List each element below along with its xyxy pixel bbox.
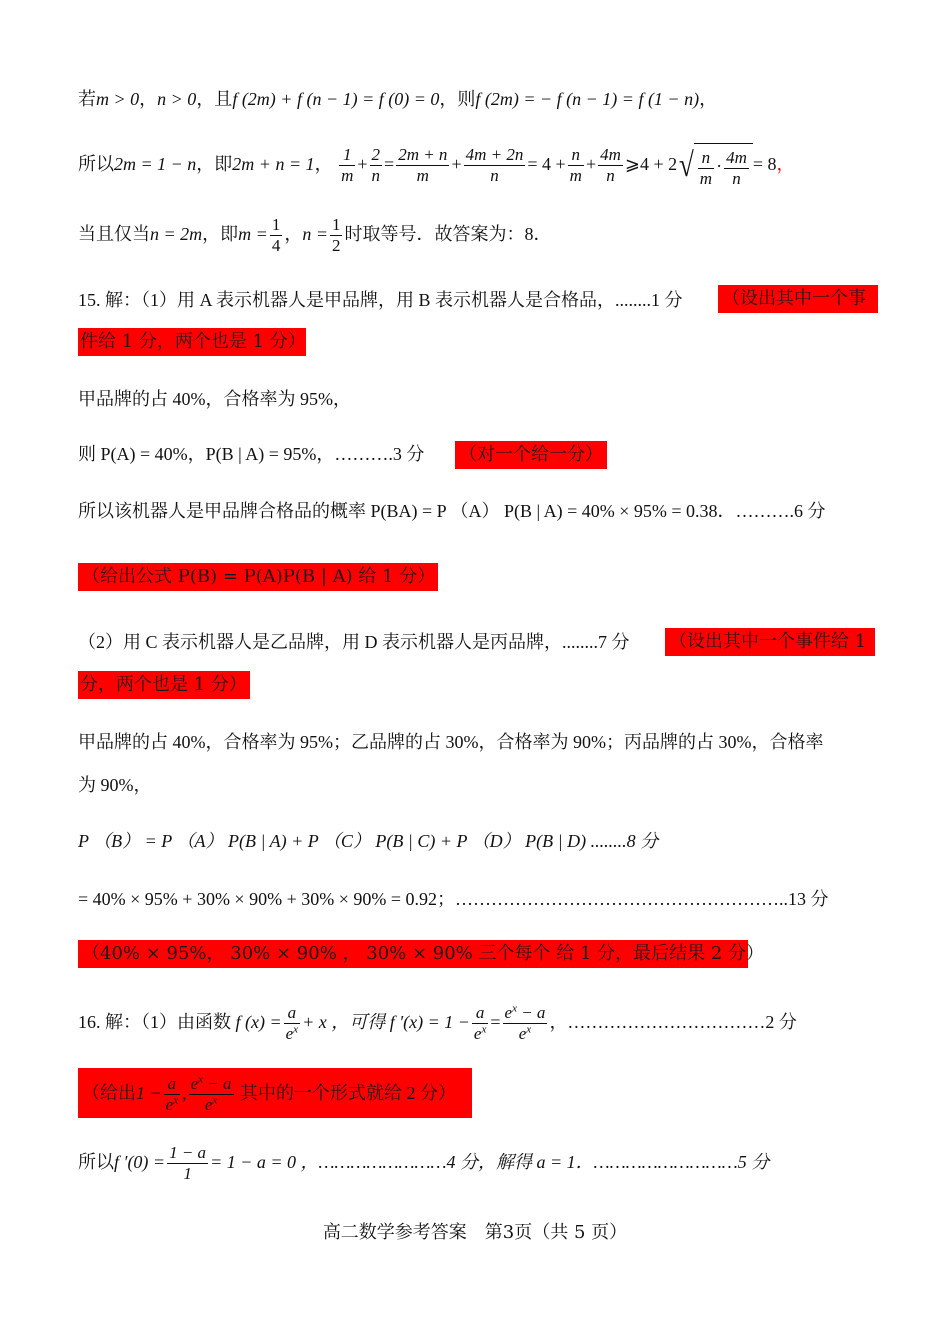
p15-line-8: P （B） = P （A） P(B | A) + P （C） P(B | C) + P （D） P(B | D) ........8 分 — [78, 831, 659, 851]
text: − a — [203, 1074, 232, 1094]
operator: + — [585, 154, 597, 174]
fraction — [503, 1003, 548, 1044]
operator: = — [490, 1012, 501, 1032]
numerator: 4m + 2n — [465, 145, 524, 165]
denominator: n — [371, 166, 381, 186]
numerator: 4m — [600, 145, 621, 165]
denominator: 4 — [271, 236, 281, 256]
math-equation: f ′(x) = 1 − — [389, 1012, 470, 1032]
exponent: x — [512, 1002, 517, 1015]
exponent: x — [173, 1094, 179, 1107]
text: ， — [699, 89, 718, 109]
math-equation: n = 2m — [150, 224, 203, 244]
numerator — [503, 1003, 548, 1023]
exponent: x — [526, 1023, 532, 1036]
sqrt-body — [694, 143, 753, 188]
math-equation: 2m = 1 − n — [114, 154, 197, 174]
exponent: x — [293, 1023, 299, 1036]
denominator — [503, 1023, 548, 1044]
text: 当且仅当 — [78, 224, 150, 244]
p15-line-5: （2）用 C 表示机器人是乙品牌，用 D 表示机器人是丙品牌，........7 分 — [78, 632, 630, 652]
text: ，……………………………2 分 — [549, 1012, 797, 1032]
math-equation: f (2m) = − f (n − 1) = f (1 − n) — [475, 89, 700, 109]
operator: = — [384, 154, 395, 174]
base: e — [518, 1024, 527, 1044]
denominator — [284, 1023, 300, 1044]
math-equation: = 1 − a = 0 ，……………………4 分，解得 a = 1．………………………5 分 — [210, 1152, 770, 1172]
fraction — [370, 145, 383, 186]
numerator: n — [701, 147, 711, 167]
text: − a — [516, 1003, 546, 1023]
base: e — [473, 1024, 482, 1044]
base: e — [504, 1003, 513, 1023]
text: 若 — [78, 89, 96, 109]
text: ，且 — [196, 89, 233, 109]
p15-line-3: 则 P(A) = 40%，P(B | A) = 95%，……….3 分 — [78, 444, 425, 464]
grading-note-highlight: 件给 1 分，两个也是 1 分） — [78, 328, 306, 356]
denominator: n — [598, 165, 623, 186]
solution-line-3 — [78, 212, 551, 256]
grading-note-highlight — [78, 1068, 472, 1118]
p15-line-4: 所以该机器人是甲品牌合格品的概率 P(BA) = P （A） P(B | A) = 40% × 95% = 0.38．……….6 分 — [78, 501, 826, 521]
grading-note-highlight: （给出公式 P(B) = P(A)P(B | A) 给 1 分） — [78, 563, 438, 591]
p15-line-7: 为 90%， — [78, 775, 152, 795]
fraction — [164, 1074, 180, 1115]
denominator: 1 — [167, 1163, 208, 1184]
numerator: a — [287, 1003, 297, 1023]
math-equation: f (x) = — [235, 1012, 282, 1032]
text: ，则 — [439, 89, 476, 109]
text: ，即 — [196, 154, 233, 174]
base: e — [285, 1024, 294, 1044]
fraction — [396, 145, 449, 186]
grading-note-highlight: （40% × 95%， 30% × 90% ， 30% × 90% 三个每个 给 1 分，最后结果 2 分） — [78, 940, 748, 968]
solution-line-2 — [78, 142, 795, 189]
fraction — [464, 145, 526, 186]
fraction — [724, 148, 749, 189]
p15-line-9: = 40% × 95% + 30% × 90% + 30% × 90% = 0.92；………………………………………………..13 分 — [78, 889, 829, 909]
p15-line-1: 15. 解：（1）用 A 表示机器人是甲品牌，用 B 表示机器人是合格品，........1 分 — [78, 290, 683, 310]
grading-note-highlight: （设出其中一个事 — [718, 285, 878, 313]
fraction — [598, 145, 623, 186]
base: e — [165, 1095, 174, 1115]
fraction — [189, 1074, 234, 1115]
grading-note-highlight: （设出其中一个事件给 1 — [665, 628, 875, 656]
denominator: 2 — [331, 236, 341, 256]
math-equation: m = — [238, 224, 268, 244]
text: ， — [314, 154, 333, 174]
text: 16. 解：（1）由函数 — [78, 1012, 231, 1032]
operator: · — [716, 156, 723, 177]
denominator: m — [699, 168, 713, 188]
base: e — [190, 1074, 199, 1094]
exponent: x — [198, 1073, 204, 1086]
p16-line-2 — [78, 1140, 769, 1184]
denominator: m — [396, 165, 449, 186]
text: 时取等号．故答案为：8． — [344, 224, 552, 244]
operator: = 4 + — [527, 154, 566, 174]
math-equation: 1 − — [136, 1083, 162, 1103]
numerator: a — [475, 1003, 485, 1023]
text: 所以 — [78, 1152, 114, 1172]
denominator — [164, 1094, 180, 1115]
denominator — [189, 1094, 234, 1115]
operator: + — [451, 154, 462, 174]
operator: = 8 — [752, 154, 777, 174]
fraction — [698, 148, 714, 189]
numerator: 1 − a — [169, 1143, 207, 1163]
denominator: m — [341, 166, 354, 186]
p16-line-1 — [78, 1000, 797, 1044]
numerator: 1 — [342, 145, 352, 165]
fraction — [472, 1003, 488, 1044]
fraction — [270, 215, 283, 256]
denominator: n — [464, 165, 526, 186]
numerator: n — [571, 145, 581, 165]
fraction — [330, 215, 343, 256]
numerator: a — [167, 1074, 177, 1094]
denominator: n — [724, 168, 749, 189]
denominator — [472, 1023, 488, 1044]
operator: + — [357, 154, 368, 174]
math-equation: 2m + n = 1 — [232, 154, 315, 174]
numerator: 1 — [331, 215, 341, 235]
fraction — [568, 145, 584, 186]
exponent: x — [212, 1094, 218, 1107]
math-equation: n = — [302, 224, 328, 244]
sqrt-radical-icon: √ — [678, 146, 694, 184]
fraction — [167, 1143, 208, 1184]
fraction — [339, 145, 355, 186]
grading-note-highlight: （对一个给一分） — [455, 441, 607, 469]
p15-line-6: 甲品牌的占 40%，合格率为 95%；乙品牌的占 30%，合格率为 90%；丙品牌的占 30%，合格率 — [78, 732, 824, 752]
text: ，即 — [202, 224, 239, 244]
page-footer: 高二数学参考答案 第3页（共 5 页） — [322, 1222, 628, 1243]
math-equation: + x ，可得 — [302, 1012, 386, 1032]
math-equation: f (2m) + f (n − 1) = f (0) = 0 — [232, 89, 440, 109]
solution-line-1 — [78, 86, 717, 112]
numerator — [189, 1074, 234, 1094]
numerator: 1 — [271, 215, 281, 235]
math-equation: f ′(0) = — [114, 1152, 166, 1172]
numerator: 2 — [371, 145, 381, 165]
text: ， — [284, 224, 303, 244]
math-m-positive: m > 0 — [96, 89, 140, 109]
operator: ⩾4 + 2 — [624, 154, 678, 174]
p15-line-2: 甲品牌的占 40%，合格率为 95%， — [78, 389, 351, 409]
text: （给出 — [82, 1083, 136, 1103]
math-n-positive: n > 0 — [157, 89, 197, 109]
text: , — [182, 1083, 187, 1103]
fraction — [284, 1003, 300, 1044]
text: 所以 — [78, 154, 114, 174]
numerator: 2m + n — [398, 145, 448, 165]
text: 其中的一个形式就给 2 分） — [240, 1083, 457, 1103]
numerator: 4m — [726, 147, 747, 167]
text: ， — [776, 154, 795, 174]
text: ， — [139, 89, 158, 109]
grading-note-highlight: 分，两个也是 1 分） — [78, 671, 250, 699]
exponent: x — [481, 1023, 487, 1036]
denominator: m — [569, 166, 582, 186]
base: e — [204, 1095, 213, 1115]
